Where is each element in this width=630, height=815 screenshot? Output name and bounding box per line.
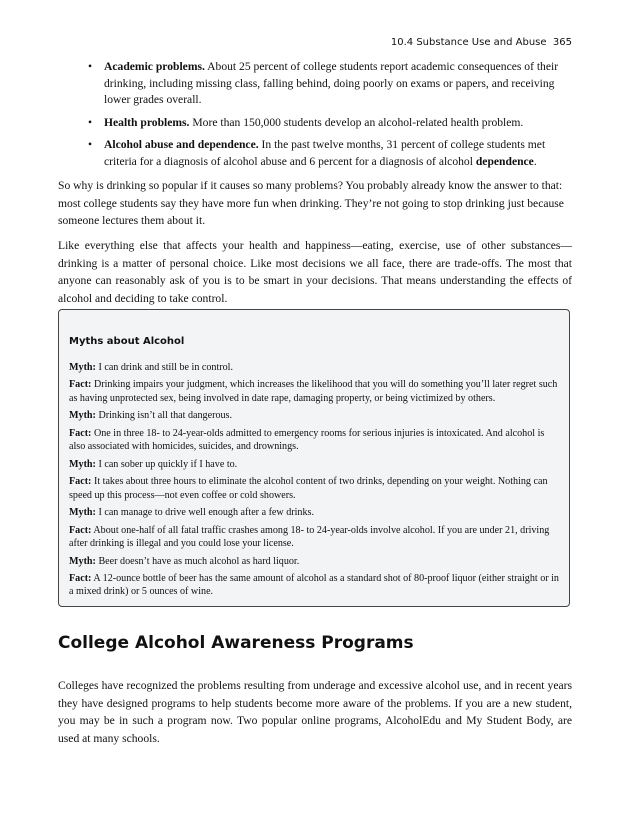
consequences-bullet-list bbox=[86, 59, 574, 176]
bullet-academic-problems bbox=[86, 59, 574, 109]
fact-entry bbox=[69, 572, 559, 599]
myth-entry bbox=[69, 361, 559, 375]
entry-text: Beer doesn’t have as much alcohol as hard liquor. bbox=[98, 555, 300, 567]
entry-label: Myth: bbox=[69, 410, 96, 422]
entry-text: Drinking isn’t all that dangerous. bbox=[98, 410, 232, 422]
entry-label: Myth: bbox=[69, 555, 96, 567]
bullet-term: Health problems. bbox=[104, 115, 190, 129]
bullet-health-problems bbox=[86, 115, 574, 132]
header-page-number: 365 bbox=[552, 37, 572, 48]
entry-label: Myth: bbox=[69, 458, 96, 470]
box-title: Myths about Alcohol bbox=[69, 336, 185, 347]
myth-entry bbox=[69, 506, 559, 520]
bullet-dot-icon: • bbox=[88, 60, 93, 73]
fact-entry bbox=[69, 475, 559, 502]
bullet-bold-term: dependence bbox=[475, 154, 534, 168]
bullet-term: Alcohol abuse and dependence. bbox=[104, 138, 259, 151]
bullet-dot-icon: • bbox=[88, 115, 93, 129]
entry-text: I can sober up quickly if I have to. bbox=[98, 458, 238, 470]
bullet-text: In the past twelve months, 31 percent of college students met criteria for a diagnosis of alcohol abuse and 6 percent for a diagnosis of alcohol bbox=[104, 138, 546, 168]
bullet-dot-icon: • bbox=[88, 138, 93, 151]
bullet-alcohol-abuse bbox=[86, 137, 574, 170]
paragraph-why-drinking-popular: So why is drinking so popular if it causes so many problems? You probably already know the answer to that: most college students say they have more fun when drinking. They’re not going to stop drinking just because someone lectures them about it. bbox=[58, 179, 564, 227]
box-body bbox=[69, 361, 559, 603]
fact-entry bbox=[69, 427, 559, 454]
entry-label: Fact: bbox=[69, 572, 92, 584]
entry-label: Myth: bbox=[69, 362, 96, 373]
entry-text: Drinking impairs your judgment, which increases the likelihood that you will do something you’ll later regret such as having unprotected sex, being involved in date rape, damaging property, or being victimized by others. bbox=[69, 379, 558, 404]
paragraph-awareness-programs: Colleges have recognized the problems resulting from underage and excessive alcohol use, and in recent years they have designed programs to help students become more aware of the problems. If you are a new student, you may be in such a program now. Two popular online programs, AlcoholEdu and My Student Body, are used at many schools. bbox=[58, 679, 572, 745]
entry-text: I can manage to drive well enough after a few drinks. bbox=[98, 507, 314, 519]
entry-text: About one-half of all fatal traffic crashes among 18- to 24-year-olds involve alcohol. If you are under 21, driving after drinking is illegal and you could lose your license. bbox=[69, 524, 550, 550]
running-header bbox=[391, 37, 572, 48]
myth-entry bbox=[69, 555, 559, 569]
bullet-term: Academic problems. bbox=[104, 60, 205, 73]
entry-text: One in three 18- to 24-year-olds admitted to emergency rooms for serious injuries is intoxicated. And alcohol is also associated with homicides, suicides, and drownings. bbox=[69, 427, 545, 453]
fact-entry bbox=[69, 378, 559, 405]
bullet-text: More than 150,000 students develop an alcohol-related health problem. bbox=[192, 115, 524, 129]
entry-text: I can drink and still be in control. bbox=[98, 362, 234, 373]
entry-label: Fact: bbox=[69, 379, 92, 391]
myth-entry bbox=[69, 458, 559, 472]
entry-label: Myth: bbox=[69, 507, 96, 519]
entry-label: Fact: bbox=[69, 524, 92, 536]
section-heading: College Alcohol Awareness Programs bbox=[58, 633, 414, 653]
fact-entry bbox=[69, 524, 559, 551]
bullet-text: About 25 percent of college students report academic consequences of their drinking, including missing class, falling behind, doing poorly on exams or papers, and receiving lower grades overall. bbox=[104, 60, 559, 106]
bullet-end: . bbox=[533, 154, 537, 168]
entry-label: Fact: bbox=[69, 427, 92, 439]
entry-text: A 12-ounce bottle of beer has the same amount of alcohol as a standard shot of 80-proof liquor (either straight or in a mixed drink) or 5 ounces of wine. bbox=[69, 572, 559, 598]
entry-label: Fact: bbox=[69, 476, 92, 488]
myths-about-alcohol-box bbox=[58, 309, 570, 607]
myth-entry bbox=[69, 409, 559, 423]
paragraph-personal-choice: Like everything else that affects your health and happiness—eating, exercise, use of other substances—drinking is a matter of personal choice. Like most decisions we all face, there are trade-offs. The most that anyone can reasonably ask of you is to be smart in your decisions. That means understanding the effects of alcohol and deciding to take control. bbox=[58, 239, 572, 305]
header-section: 10.4 Substance Use and Abuse bbox=[390, 37, 547, 48]
entry-text: It takes about three hours to eliminate the alcohol content of two drinks, depending on your weight. Nothing can speed up this process—not even coffee or cold showers. bbox=[69, 476, 548, 501]
